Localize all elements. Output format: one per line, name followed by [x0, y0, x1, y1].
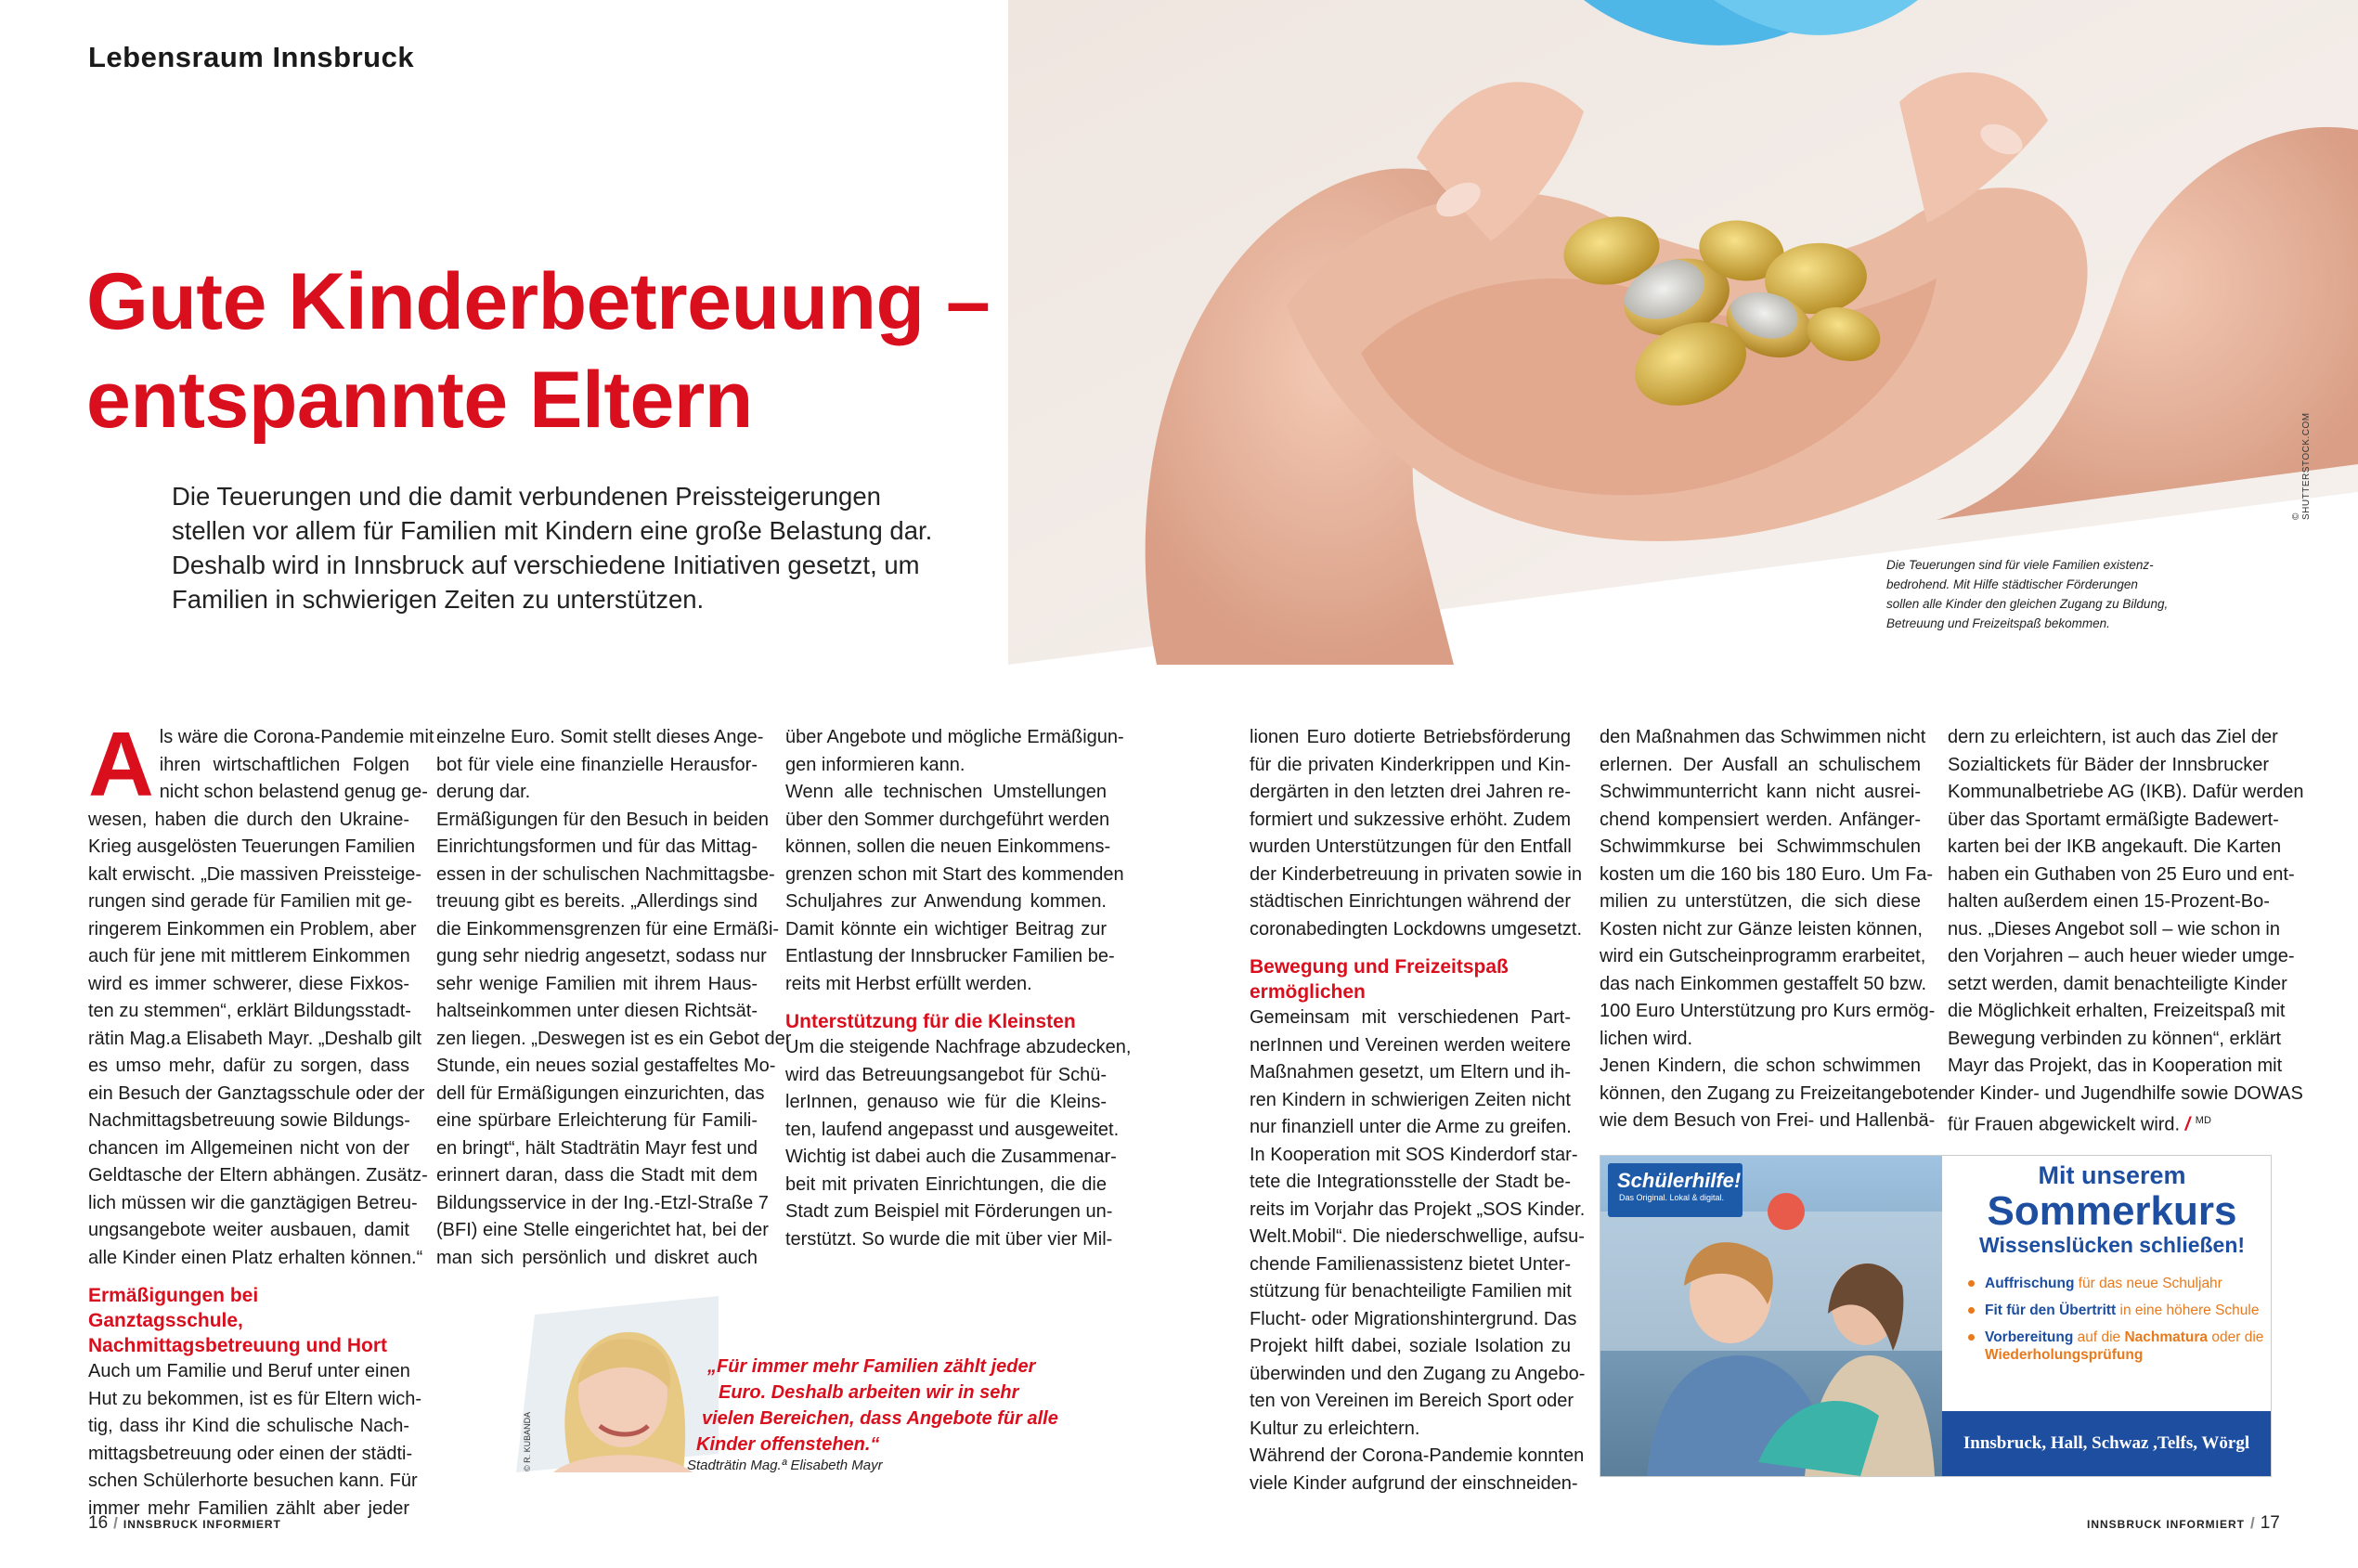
text-line: überwinden und den Zugang zu Angebo- — [1250, 1363, 1586, 1384]
text-line: Um die steigende Nachfrage abzudecken, — [785, 1037, 1132, 1057]
section-label: Lebensraum Innsbruck — [88, 41, 415, 73]
photo-credit: © SHUTTERSTOCK.COM — [2291, 412, 2312, 520]
text-line: ringerem Einkommen ein Problem, aber — [88, 918, 417, 940]
quote-attribution: Stadträtin Mag.ª Elisabeth Mayr — [687, 1458, 883, 1473]
text-line: beit mit privaten Einrichtungen, die die — [785, 1173, 1107, 1195]
ad-bullet-text: für das neue Schuljahr — [2074, 1276, 2222, 1291]
ad-bullet — [1966, 1302, 2271, 1319]
photo-caption — [1886, 555, 2258, 633]
text-line: Kultur zu erleichtern. — [1250, 1418, 1420, 1439]
text-line: Damit könnte ein wichtiger Beitrag zur — [785, 918, 1107, 940]
text-line: dergärten in den letzten drei Jahren re- — [1250, 782, 1571, 802]
footer-left — [88, 1513, 281, 1534]
text-line: mittagsbetreuung oder einen der städti- — [88, 1443, 413, 1464]
text-line: der Kinder- und Jugendhilfe sowie DOWAS — [1948, 1082, 2303, 1104]
article-lead — [172, 479, 933, 616]
text-line: halten außerdem einen 15-Prozent-Bo- — [1948, 891, 2270, 912]
logo-subtitle: Das Original. Lokal & digital. — [1619, 1193, 1725, 1202]
text-line: chancen im Allgemeinen nicht von der — [88, 1137, 409, 1159]
text-line: karten bei der IKB angekauft. Die Karten — [1948, 836, 2282, 857]
text-line: stützung für benachteiligte Familien mit — [1250, 1281, 1572, 1302]
text-line: Maßnahmen gesetzt, um Eltern und ih- — [1250, 1062, 1571, 1082]
text-line: derung dar. — [436, 782, 531, 802]
text-line-end: für Frauen abgewickelt wird. — [1948, 1114, 2181, 1135]
subheading — [1250, 954, 1571, 1004]
quote-line: Kinder offenstehen.“ — [696, 1434, 880, 1455]
article-column-3 — [785, 724, 1132, 1253]
article-headline — [86, 253, 1015, 449]
text-line: lerInnen, genauso wie für die Kleins- — [785, 1092, 1107, 1112]
text-line: setzt werden, damit benachteiligte Kinder — [1948, 973, 2287, 994]
page-number-left: 16 — [88, 1513, 109, 1533]
pull-quote — [696, 1354, 1058, 1458]
text-line: den Vorjahren – auch heuer wieder umge- — [1948, 946, 2295, 966]
text-line: Bildungsservice in der Ing.-Etzl-Straße 7 — [436, 1192, 769, 1213]
page-number-right: 17 — [2260, 1513, 2280, 1533]
text-line: erinnert daran, dass die Stadt mit dem — [436, 1165, 758, 1186]
text-line: ein Besuch der Ganztagsschule oder der — [88, 1082, 425, 1104]
text-line: schen Schülerhorte besuchen kann. Für — [88, 1471, 418, 1491]
text-line: Bewegung verbinden zu können“, erklärt — [1948, 1028, 2282, 1049]
ad-bullet-text: auf die — [2073, 1329, 2125, 1345]
text-line: bot für viele eine finanzielle Herausfor- — [436, 754, 758, 775]
text-line: wurden Unterstützungen für den Entfall — [1250, 836, 1572, 857]
lead-line: stellen vor allem für Familien mit Kindern eine große Belastung dar. — [172, 516, 933, 545]
text-line: rätin Mag.a Elisabeth Mayr. „Deshalb gilt — [88, 1028, 422, 1049]
text-line: das nach Einkommen gestaffelt 50 bzw. — [1600, 973, 1927, 994]
footer-slash: / — [2250, 1514, 2255, 1532]
text-line: wie dem Besuch von Frei- und Hallenbä- — [1600, 1110, 1936, 1131]
text-line: kosten um die 160 bis 180 Euro. Um Fa- — [1600, 863, 1934, 885]
text-line: es umso mehr, dafür zu sorgen, dass — [88, 1056, 409, 1076]
text-line: Während der Corona-Pandemie konnten — [1250, 1445, 1585, 1466]
text-line: grenzen schon mit Start des kommenden — [785, 863, 1124, 885]
text-line: haben ein Guthaben von 25 Euro und ent- — [1948, 863, 2295, 885]
headline-line2: entspannte Eltern — [86, 356, 753, 445]
text-line: rungen sind gerade für Familien mit ge- — [88, 891, 413, 912]
text-line: wird ein Gutscheinprogramm erarbeitet, — [1600, 946, 1926, 966]
text-line: gung sehr niedrig angesetzt, sodass nur — [436, 946, 767, 966]
text-line: Wichtig ist dabei auch die Zusammenar- — [785, 1147, 1117, 1167]
ad-text-panel — [1953, 1156, 2271, 1373]
article-column-1 — [88, 713, 434, 1523]
article-column-6 — [1948, 724, 2304, 1139]
ad-locations-bar: Innsbruck, Hall, Schwaz ,Telfs, Wörgl — [1942, 1411, 2271, 1476]
text-line: lich müssen wir die ganztägigen Betreu- — [88, 1192, 418, 1213]
text-line: die Möglichkeit erhalten, Freizeitspaß mit — [1948, 1001, 2286, 1021]
text-line: der Kinderbetreuung in privaten sowie in — [1250, 863, 1582, 885]
text-line: zen liegen. „Deswegen ist es ein Gebot der — [436, 1028, 792, 1049]
text-line: ten, laufend angepasst und ausgeweitet. — [785, 1119, 1120, 1140]
ad-bullet — [1966, 1328, 2271, 1364]
text-line: nerInnen und Vereinen werden weitere — [1250, 1034, 1571, 1056]
text-line: haltseinkommen unter diesen Richtsät- — [436, 1001, 758, 1021]
text-line: über Angebote und mögliche Ermäßigun- — [785, 727, 1124, 747]
text-line: coronabedingten Lockdowns umgesetzt. — [1250, 918, 1583, 940]
advertisement-schuelerhilfe[interactable] — [1600, 1155, 2272, 1477]
quote-line: vielen Bereichen, dass Angebote für alle — [702, 1408, 1058, 1429]
text-line: ungsangebote weiter ausbauen, damit — [88, 1220, 409, 1240]
caption-line: Betreuung und Freizeitspaß bekommen. — [1886, 616, 2110, 630]
text-line: wird es immer schwerer, diese Fixkos- — [88, 973, 409, 994]
text-line: ihren wirtschaftlichen Folgen — [159, 754, 409, 775]
text-line: nus. „Dieses Angebot soll – wie schon in — [1948, 918, 2280, 940]
ad-headline-3: Wissenslücken schließen! — [1978, 1233, 2246, 1257]
ad-bullet-text: oder die — [2208, 1329, 2264, 1345]
text-line: Ermäßigungen für den Besuch in beiden — [436, 809, 770, 830]
subheading — [88, 1283, 409, 1358]
subheading: Unterstützung für die Kleinsten — [785, 1011, 1076, 1032]
text-line: Wenn alle technischen Umstellungen — [785, 782, 1107, 802]
text-line: Projekt hilft dabei, soziale Isolation zu — [1250, 1336, 1571, 1356]
ad-bullet-list — [1966, 1275, 2271, 1364]
text-line: Jenen Kindern, die schon schwimmen — [1600, 1056, 1921, 1076]
text-line: Entlastung der Innsbrucker Familien be- — [785, 946, 1115, 966]
logo-title: Schülerhilfe! — [1617, 1169, 1742, 1192]
lead-line: Deshalb wird in Innsbruck auf verschiedene Initiativen gesetzt, um — [172, 551, 920, 579]
end-mark: / — [2184, 1114, 2191, 1135]
caption-line: bedrohend. Mit Hilfe städtischer Förderungen — [1886, 577, 2138, 591]
ad-bullet-bold: Vorbereitung — [1985, 1329, 2074, 1345]
caption-line: sollen alle Kinder den gleichen Zugang zu Bildung, — [1886, 597, 2169, 611]
text-line: chend kompensiert werden. Anfänger- — [1600, 809, 1921, 830]
quote-line: „Für immer mehr Familien zählt jeder — [707, 1356, 1036, 1377]
text-line: den Maßnahmen das Schwimmen nicht — [1600, 727, 1926, 747]
dropcap: A — [88, 713, 154, 815]
schuelerhilfe-logo — [1608, 1163, 1743, 1217]
ad-headline-2: Sommerkurs — [1987, 1188, 2237, 1234]
article-column-4 — [1250, 724, 1586, 1497]
text-line: Welt.Mobil“. Die niederschwellige, aufsu- — [1250, 1226, 1585, 1247]
text-line: Stadt zum Beispiel mit Förderungen un- — [785, 1201, 1113, 1222]
text-line: sehr wenige Familien mit ihrem Haus- — [436, 973, 758, 994]
text-line: eine spürbare Erleichterung für Famili- — [436, 1110, 758, 1131]
text-line: immer mehr Familien zählt aber jeder — [88, 1497, 409, 1519]
footer-right — [2087, 1513, 2280, 1534]
publication-name-left: INNSBRUCK INFORMIERT — [123, 1518, 281, 1531]
text-line: Mayr das Projekt, das in Kooperation mit — [1948, 1056, 2283, 1076]
text-line: tig, dass ihr Kind die schulische Nach- — [88, 1416, 409, 1436]
text-line: nicht schon belastend genug ge- — [159, 782, 428, 802]
text-line: Krieg ausgelösten Teuerungen Familien — [88, 836, 416, 857]
text-line: Hut zu bekommen, ist es für Eltern wich- — [88, 1388, 422, 1409]
text-line: Auch um Familie und Beruf unter einen — [88, 1361, 410, 1381]
text-line: nur finanziell unter die Arme zu greifen. — [1250, 1117, 1572, 1137]
text-line: viele Kinder aufgrund der einschneiden- — [1250, 1472, 1578, 1494]
ad-bullet-highlight: Wiederholungsprüfung — [1985, 1347, 2144, 1363]
text-line: dell für Ermäßigungen einzurichten, das — [436, 1082, 765, 1104]
subheading-line: ermöglichen — [1250, 981, 1366, 1003]
quote-line: Euro. Deshalb arbeiten wir in sehr — [719, 1382, 1019, 1403]
text-line: Schwimmkurse bei Schwimmschulen — [1600, 836, 1921, 857]
text-line: dern zu erleichtern, ist auch das Ziel der — [1948, 727, 2278, 747]
text-line: man sich persönlich und diskret auch — [436, 1247, 758, 1268]
text-line: 100 Euro Unterstützung pro Kurs ermög- — [1600, 1001, 1936, 1021]
text-line: ren Kindern in schwierigen Zeiten nicht — [1250, 1089, 1571, 1110]
subheading-line: Ermäßigungen bei Ganztagsschule, — [88, 1285, 259, 1331]
ad-bullet — [1966, 1275, 2271, 1292]
text-line: wird das Betreuungsangebot für Schü- — [785, 1064, 1107, 1085]
text-line: kalt erwischt. „Die massiven Preissteige- — [88, 863, 421, 885]
text-line: Geldtasche der Eltern abhängen. Zusätz- — [88, 1165, 428, 1186]
text-line: Nachmittagsbetreuung sowie Bildungs- — [88, 1110, 410, 1131]
text-line: formiert und sukzessive erhöht. Zudem — [1250, 809, 1571, 830]
lead-line: Die Teuerungen und die damit verbundenen Preissteigerungen — [172, 482, 881, 511]
ad-headline-1: Mit unserem — [2038, 1161, 2186, 1189]
text-line: Kosten nicht zur Gänze leisten können, — [1600, 918, 1923, 940]
author-signature: MD — [2195, 1115, 2211, 1126]
text-line: Gemeinsam mit verschiedenen Part- — [1250, 1007, 1571, 1028]
text-line: können, sollen die neuen Einkommens- — [785, 836, 1111, 857]
footer-slash: / — [113, 1514, 118, 1532]
text-line: lionen Euro dotierte Betriebsförderung — [1250, 727, 1571, 747]
text-line: Einrichtungsformen und für das Mittag- — [436, 836, 758, 857]
text-line: städtischen Einrichtungen während der — [1250, 891, 1571, 912]
subheading-line: Nachmittagsbetreuung und Hort — [88, 1335, 388, 1356]
text-line: milien zu unterstützen, die sich diese — [1600, 891, 1921, 912]
text-line: In Kooperation mit SOS Kinderdorf star- — [1250, 1144, 1578, 1165]
text-line: reits im Vorjahr das Projekt „SOS Kinder. — [1250, 1199, 1586, 1220]
text-line: können, den Zugang zu Freizeitangeboten — [1600, 1082, 1949, 1104]
lead-line: Familien in schwierigen Zeiten zu unterstützen. — [172, 585, 705, 614]
text-line: Schwimmunterricht kann nicht ausrei- — [1600, 782, 1921, 802]
text-line: Kommunalbetriebe AG (IKB). Dafür werden — [1948, 782, 2304, 802]
ad-bullet-bold: Fit für den Übertritt — [1985, 1302, 2117, 1318]
subheading-line: Bewegung und Freizeitspaß — [1250, 956, 1509, 978]
text-line: reits mit Herbst erfüllt werden. — [785, 973, 1032, 994]
article-column-5 — [1600, 724, 1949, 1135]
text-line: für die privaten Kinderkrippen und Kin- — [1250, 754, 1571, 775]
caption-line: Die Teuerungen sind für viele Familien existenz- — [1886, 558, 2154, 572]
text-line: Schuljahres zur Anwendung kommen. — [785, 891, 1107, 912]
text-line: ten zu stemmen“, erklärt Bildungsstadt- — [88, 1001, 411, 1021]
text-line: gen informieren kann. — [785, 754, 965, 775]
text-line: Flucht- oder Migrationshintergrund. Das — [1250, 1308, 1577, 1329]
text-line: alle Kinder einen Platz erhalten können.“ — [88, 1247, 423, 1268]
text-line: Sozialtickets für Bäder der Innsbrucker — [1948, 754, 2269, 775]
text-line: die Einkommensgrenzen für eine Ermäßi- — [436, 918, 780, 940]
text-line: (BFI) eine Stelle eingerichtet hat, bei der — [436, 1220, 769, 1240]
text-line: über den Sommer durchgeführt werden — [785, 809, 1110, 830]
text-line: ten von Vereinen im Bereich Sport oder — [1250, 1391, 1574, 1411]
text-line: ls wäre die Corona-Pandemie mit — [159, 727, 434, 747]
portrait-photo — [516, 1296, 719, 1472]
text-line: auch für jene mit mittlerem Einkommen — [88, 946, 410, 966]
text-line: essen in der schulischen Nachmittagsbe- — [436, 863, 775, 885]
text-line: einzelne Euro. Somit stellt dieses Ange- — [436, 727, 764, 747]
text-line — [1948, 1108, 2269, 1139]
text-line: terstützt. So wurde die mit über vier Mil- — [785, 1228, 1113, 1250]
ad-bullet-highlight: Nachmatura — [2124, 1329, 2209, 1345]
article-column-2 — [436, 724, 792, 1272]
headline-line1: Gute Kinderbetreuung – — [86, 257, 991, 346]
ad-bullet-bold: Auffrischung — [1985, 1276, 2075, 1291]
ad-bullet-text: in eine höhere Schule — [2116, 1302, 2260, 1318]
text-line: Stunde, ein neues sozial gestaffeltes Mo- — [436, 1056, 776, 1076]
text-line: wesen, haben die durch den Ukraine- — [88, 809, 409, 830]
text-line: lichen wird. — [1600, 1028, 1693, 1049]
text-line: treuung gibt es bereits. „Allerdings sind — [436, 891, 758, 912]
text-line: tete die Integrationsstelle der Stadt be- — [1250, 1172, 1571, 1192]
text-line: über das Sportamt ermäßigte Badewert- — [1948, 809, 2279, 830]
publication-name-right: INNSBRUCK INFORMIERT — [2087, 1518, 2245, 1531]
portrait-credit: © R. KUBANDA — [523, 1411, 532, 1471]
text-line: chende Familienassistenz bietet Unter- — [1250, 1253, 1571, 1275]
text-line: en bringt“, hält Stadträtin Mayr fest und — [436, 1137, 758, 1159]
text-line: erlernen. Der Ausfall an schulischem — [1600, 754, 1921, 775]
